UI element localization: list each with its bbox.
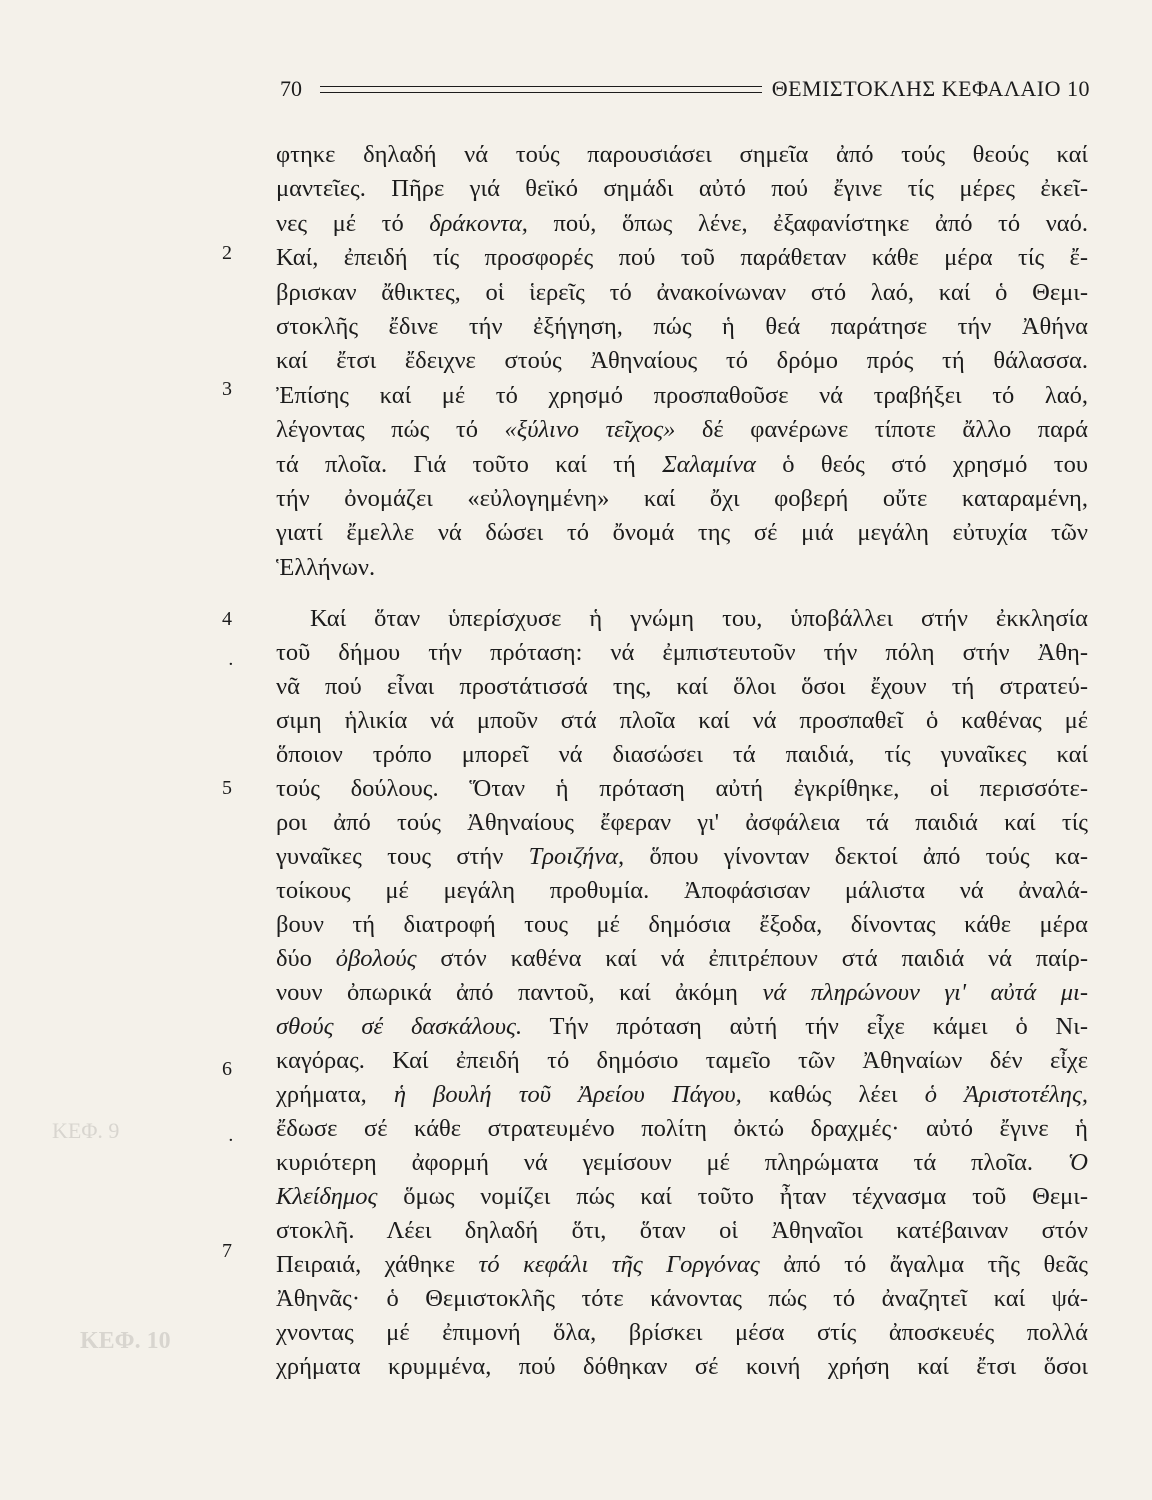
text-line — [276, 138, 1088, 172]
text-line — [276, 482, 1088, 516]
text-line — [276, 772, 1088, 806]
text-run: δύο — [276, 945, 336, 972]
text-run: λέγοντας πώς τό — [276, 416, 505, 444]
text-line — [276, 448, 1088, 482]
text-run: ἀπό τό ἄγαλμα τῆς θεᾶς — [759, 1251, 1089, 1278]
text-run: γιατί ἔμελλε νά δώσει τό ὄνομά της σέ μιά μεγάλη εὐτυχία τῶν — [276, 519, 1088, 547]
text-line — [276, 1146, 1088, 1180]
text-line — [276, 241, 1088, 275]
text-run: γυναῖκες τους στήν — [276, 843, 529, 870]
margin-dot: · — [228, 1130, 234, 1151]
ghost-margin-kef10: ΚΕΦ. 10 — [80, 1328, 171, 1354]
text-line — [276, 1010, 1088, 1044]
text-run: κυριότερη ἀφορμή νά γεμίσουν μέ πληρώματα τά πλοῖα. — [276, 1149, 1068, 1176]
text-line — [276, 806, 1088, 840]
text-run: Καί, ἐπειδή τίς προσφορές πού τοῦ παράθεταν κάθε μέρα τίς ἔ- — [276, 244, 1088, 272]
text-run: φτηκε δηλαδή νά τούς παρουσιάσει σημεῖα ἀπό τούς θεούς καί — [276, 141, 1088, 168]
italic-phrase: νά πληρώνουν γι' αὐτά μι- — [762, 979, 1088, 1006]
text-run: Ἐπίσης καί μέ τό χρησμό προσπαθοῦσε νά τραβήξει τό λαό, — [276, 381, 1088, 409]
text-run: Πειραιά, χάθηκε — [276, 1251, 479, 1278]
text-run: τοίκους μέ μεγάλη προθυμία. Ἀποφάσισαν μάλιστα νά ἀναλά- — [276, 877, 1088, 904]
text-line — [276, 379, 1088, 413]
margin-number-5: 5 — [222, 777, 232, 799]
text-run: νᾶ πού εἶναι προστάτισσά της, καί ὅλοι ὅσοι ἔχουν τή στρατεύ- — [276, 673, 1088, 700]
text-line — [276, 908, 1088, 942]
text-line — [276, 602, 1088, 636]
italic-phrase: σθούς σέ δασκάλους. — [276, 1013, 523, 1040]
text-line — [276, 1350, 1088, 1384]
text-run: βουν τή διατροφή τους μέ δημόσια ἔξοδα, δίνοντας κάθε μέρα — [276, 911, 1088, 938]
text-run: στοκλῆς ἔδινε τήν ἐξήγηση, πώς ἡ θεά παράτησε τήν Ἀθήνα — [276, 313, 1088, 340]
margin-number-4: 4 — [222, 608, 232, 630]
page-number: 70 — [280, 76, 302, 101]
text-run: χρήματα, — [276, 1081, 394, 1108]
text-run: χνοντας μέ ἐπιμονή ὅλα, βρίσκει μέσα στίς ἀποσκευές πολλά — [276, 1319, 1088, 1346]
italic-phrase: Σαλαμίνα — [662, 450, 756, 478]
text-line — [276, 1180, 1088, 1214]
italic-phrase: τό κεφάλι τῆς Γοργόνας — [478, 1251, 760, 1278]
text-run: καγόρας. Καί ἐπειδή τό δημόσιο ταμεῖο τῶν Ἀθηναίων δέν εἶχε — [276, 1047, 1088, 1074]
text-run: χρήματα κρυμμένα, πού δόθηκαν σέ κοινή χρήση καί ἔτσι ὅσοι — [276, 1353, 1088, 1380]
text-line — [276, 976, 1088, 1010]
text-run: ροι ἀπό τούς Ἀθηναίους ἔφεραν γι' ἀσφάλεια τά παιδιά καί τίς — [276, 809, 1088, 836]
italic-phrase: ὁ Ἀριστοτέλης, — [924, 1081, 1089, 1108]
margin-number-2: 2 — [222, 242, 232, 264]
text-line — [276, 310, 1088, 344]
text-line — [276, 1214, 1088, 1248]
text-run: ὅποιον τρόπο μπορεῖ νά διασώσει τά παιδιά, τίς γυναῖκες καί — [276, 741, 1088, 768]
text-run: τήν ὀνομάζει «εὐλογημένη» καί ὄχι φοβερή οὔτε καταραμένη, — [276, 485, 1088, 512]
text-run: τοῦ δήμου τήν πρόταση: νά ἐμπιστευτοῦν τήν πόλη στήν Ἀθη- — [276, 639, 1088, 666]
text-run: Ἀθηνᾶς· ὁ Θεμιστοκλῆς τότε κάνοντας πώς τό ἀναζητεῖ καί ψά- — [276, 1285, 1088, 1312]
text-run: νουν ὀπωρικά ἀπό παντοῦ, καί ἀκόμη — [276, 979, 763, 1006]
text-run: Ἑλλήνων. — [276, 553, 376, 581]
text-line — [276, 516, 1088, 550]
text-run: στόν καθένα καί νά ἐπιτρέπουν στά παιδιά νά παίρ- — [416, 945, 1088, 972]
text-line — [276, 344, 1088, 378]
italic-phrase: δράκοντα, — [429, 209, 528, 237]
text-line — [276, 942, 1088, 976]
text-run: ὅμως νομίζει πώς καί τοῦτο ἦταν τέχνασμα τοῦ Θεμι- — [377, 1183, 1088, 1210]
italic-phrase: Ὁ — [1067, 1149, 1088, 1176]
text-run: ἔδωσε σέ κάθε στρατευμένο πολίτη ὀκτώ δραχμές· αὐτό ἔγινε ἡ — [276, 1115, 1088, 1142]
running-title: ΘΕΜΙΣΤΟΚΛΗΣ ΚΕΦΑΛΑΙΟ 10 — [771, 76, 1090, 101]
text-run: δέ φανέρωνε τίποτε ἄλλο παρά — [675, 416, 1089, 444]
text-run: στοκλῆ. Λέει δηλαδή ὅτι, ὅταν οἱ Ἀθηναῖοι κατέβαιναν στόν — [276, 1217, 1088, 1244]
text-run: τά πλοῖα. Γιά τοῦτο καί τή — [276, 450, 663, 478]
text-line — [276, 1316, 1088, 1350]
text-line — [276, 172, 1088, 206]
text-run: βρισκαν ἄθικτες, οἱ ἱερεῖς τό ἀνακοίνωναν στό λαό, καί ὁ Θεμι- — [276, 278, 1088, 306]
text-line — [276, 1044, 1088, 1078]
text-run: καί ἔτσι ἔδειχνε στούς Ἀθηναίους τό δρόμο πρός τή θάλασσα. — [276, 347, 1088, 375]
text-line — [276, 1112, 1088, 1146]
running-header — [280, 72, 1090, 106]
italic-phrase: ὀβολούς — [335, 945, 417, 972]
margin-dot: · — [228, 654, 234, 675]
header-rule — [320, 86, 762, 93]
margin-number-6: 6 — [222, 1058, 232, 1080]
text-run: μαντεῖες. Πῆρε γιά θεϊκό σημάδι αὐτό πού ἔγινε τίς μέρες ἐκεῖ- — [276, 175, 1088, 203]
italic-phrase: ἡ βουλή τοῦ Ἀρείου Πάγου, — [393, 1081, 742, 1108]
text-line — [276, 1282, 1088, 1316]
text-line — [276, 874, 1088, 908]
text-line — [276, 1078, 1088, 1112]
text-run: σιμη ἡλικία νά μποῦν στά πλοῖα καί νά προσπαθεῖ ὁ καθένας μέ — [276, 707, 1088, 734]
text-line — [276, 670, 1088, 704]
text-line — [276, 551, 1088, 585]
italic-phrase: «ξύλινο τεῖχος» — [504, 416, 676, 444]
text-line — [276, 738, 1088, 772]
text-line — [276, 207, 1088, 241]
margin-number-3: 3 — [222, 378, 232, 400]
ghost-margin-kef9: ΚΕΦ. 9 — [52, 1118, 120, 1143]
text-run: πού, ὅπως λένε, ἐξαφανίστηκε ἀπό τό ναό. — [527, 209, 1088, 237]
text-line — [276, 413, 1088, 447]
italic-phrase: Τροιζήνα, — [528, 843, 625, 870]
italic-phrase: Κλείδημος — [276, 1183, 378, 1210]
text-run: ὁ θεός στό χρησμό του — [755, 450, 1088, 478]
text-line — [276, 840, 1088, 874]
margin-number-7: 7 — [222, 1240, 232, 1262]
text-run: τούς δούλους. Ὅταν ἡ πρόταση αὐτή ἐγκρίθηκε, οἱ περισσότε- — [276, 775, 1088, 802]
text-run: Τήν πρόταση αὐτή τήν εἶχε κάμει ὁ Νι- — [522, 1013, 1088, 1040]
text-run: νες μέ τό — [276, 209, 430, 237]
text-line — [276, 1248, 1088, 1282]
text-run: Καί ὅταν ὑπερίσχυσε ἡ γνώμη του, ὑποβάλλει στήν ἐκκλησία — [310, 605, 1088, 632]
text-line — [276, 704, 1088, 738]
text-line — [276, 276, 1088, 310]
text-run: καθώς λέει — [741, 1081, 925, 1108]
text-run: ὅπου γίνονταν δεκτοί ἀπό τούς κα- — [624, 843, 1088, 870]
text-line — [276, 636, 1088, 670]
